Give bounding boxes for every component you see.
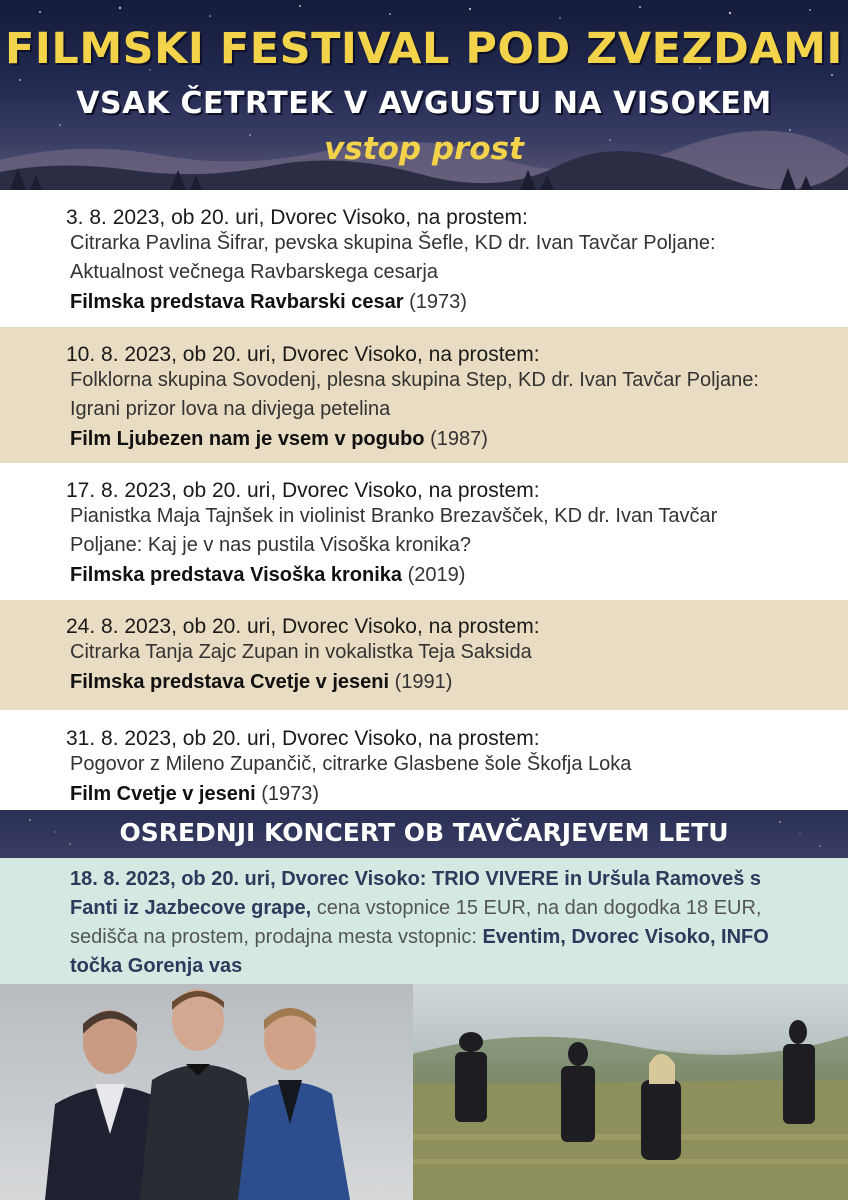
event-film (70, 428, 488, 451)
event-program-line: Pianistka Maja Tajnšek in violinist Branko Brezavšček, KD dr. Ivan Tavčar (70, 505, 718, 527)
concert-info-line (70, 955, 242, 978)
event-program-line: Igrani prizor lova na divjega petelina (70, 398, 391, 420)
event-film-year: (2019) (407, 564, 466, 586)
event-program-line: Aktualnost večnega Ravbarskega cesarja (70, 261, 438, 283)
concert-info-line (70, 926, 769, 949)
event-film (70, 783, 319, 806)
concert-banner-title: OSREDNJI KONCERT OB TAVČARJEVEM LETU (119, 818, 729, 847)
event-film (70, 564, 465, 587)
event-film-title: Filmska predstava Visoška kronika (70, 564, 403, 586)
ticket-outlet-info: točka Gorenja vas (70, 955, 243, 977)
event-date: 17. 8. 2023, ob 20. uri, Dvorec Visoko, na prostem: (66, 479, 540, 502)
free-entry-label: vstop prost (324, 131, 524, 167)
concert-price: cena vstopnice 15 EUR, na dan dogodka 18 EUR, (311, 897, 762, 919)
event-film (70, 291, 467, 314)
event-date: 24. 8. 2023, ob 20. uri, Dvorec Visoko, na prostem: (66, 615, 540, 638)
concert-performers: Fanti iz Jazbecove grape, (70, 897, 312, 919)
concert-info-line (70, 868, 761, 891)
band-field-illustration (413, 984, 848, 1200)
event-film-title: Filmska predstava Cvetje v jeseni (70, 671, 390, 693)
event-program-line: Folklorna skupina Sovodenj, plesna skupina Step, KD dr. Ivan Tavčar Poljane: (70, 369, 759, 391)
concert-seating: sedišča na prostem, prodajna mesta vstopnic: (70, 926, 483, 948)
event-film-year: (1973) (261, 783, 320, 805)
festival-header (0, 0, 848, 190)
concert-banner (0, 810, 848, 858)
event-block (0, 327, 848, 463)
concert-info (0, 858, 848, 984)
event-film-title: Film Cvetje v jeseni (70, 783, 256, 805)
event-date: 10. 8. 2023, ob 20. uri, Dvorec Visoko, na prostem: (66, 343, 540, 366)
trio-vivere-illustration (0, 984, 413, 1200)
event-film-year: (1973) (409, 291, 467, 313)
event-program-line: Poljane: Kaj je v nas pustila Visoška kronika? (70, 534, 471, 556)
event-program-line: Citrarka Tanja Zajc Zupan in vokalistka Teja Saksida (70, 641, 532, 663)
event-block (0, 463, 848, 600)
festival-subtitle: VSAK ČETRTEK V AVGUSTU NA VISOKEM (76, 86, 772, 121)
ursula-ramoves-band-photo (413, 984, 848, 1200)
event-date: 31. 8. 2023, ob 20. uri, Dvorec Visoko, na prostem: (66, 727, 540, 750)
trio-vivere-photo (0, 984, 413, 1200)
event-film-title: Film Ljubezen nam je vsem v pogubo (70, 428, 425, 450)
event-film-year: (1991) (394, 671, 453, 693)
event-film-year: (1987) (430, 428, 488, 450)
event-date: 3. 8. 2023, ob 20. uri, Dvorec Visoko, na prostem: (66, 206, 528, 229)
event-film-title: Filmska predstava Ravbarski cesar (70, 291, 404, 313)
event-film (70, 671, 452, 694)
concert-headline: 18. 8. 2023, ob 20. uri, Dvorec Visoko: TRIO VIVERE in Uršula Ramoveš s (70, 868, 762, 890)
event-block (0, 600, 848, 710)
event-program-line: Citrarka Pavlina Šifrar, pevska skupina Šefle, KD dr. Ivan Tavčar Poljane: (70, 232, 716, 254)
event-block (0, 190, 848, 327)
event-block (0, 710, 848, 810)
ticket-outlets: Eventim, Dvorec Visoko, INFO (482, 926, 769, 948)
festival-title: FILMSKI FESTIVAL POD ZVEZDAMI (5, 24, 843, 74)
concert-info-line (70, 897, 762, 920)
event-program-line: Pogovor z Mileno Zupančič, citrarke Glasbene šole Škofja Loka (70, 753, 632, 775)
